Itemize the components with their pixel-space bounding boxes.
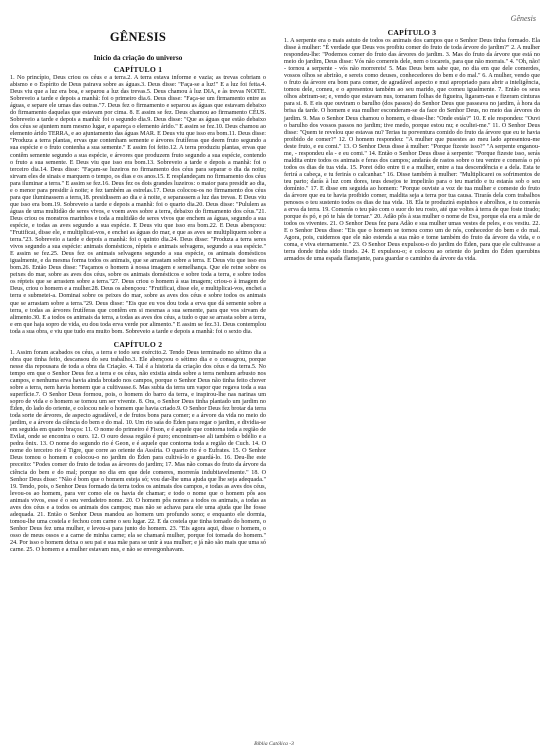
chapter-1-heading: CAPÍTULO 1 [113,65,163,74]
chapter-3-heading: CAPÍTULO 3 [387,28,437,37]
book-title: GÊNESIS [109,30,167,44]
left-column [10,28,266,554]
chapter-3-text: 1. A serpente era o mais astuto de todos os animais dos campos que o Senhor Deus tinha formado. Ela disse à mulher: "É verdade que Deus vos proibiu comer do fruto de toda árvore do jardim?" 2. A mulher respondeu-lhe: "Podemos comer do fruto das árvores do jardim. 3. Mas do fruto da árvore que está no meio do jardim, Deus disse: Vós não comereis dele, nem o tocareis, para que não morrais." 4. "Oh, não! - tornou a serpente - vós não morrereis! 5. Mas Deus bem sabe que, no dia em que dele comerdes, vossos olhos se abrirão, e sereis como deuses, conhecedores do bem e do mal." 6. A mulher, vendo que o fruto da árvore era bom para comer, de agradável aspecto e mui apropriado para abrir a inteligência, tomou dele, comeu, e o apresentou também ao seu marido, que comeu igualmente. 7. Então os seus olhos abriram-se; e, vendo que estavam nus, tomaram folhas de figueira, ligaram-nas e fizeram cinturas para si. 8. E eis que ouviram o barulho (dos passos) do Senhor Deus que passeava no jardim, à hora da brisa da tarde. O homem e sua mulher esconderam-se da face do Senhor Deus, no meio das árvores do jardim. 9. Mas o Senhor Deus chamou o homem, e disse-lhe: "Onde estás?" 10. E ele respondeu: "Ouvi o barulho dos vossos passos no jardim; tive medo, porque estou nu; e ocultei-me." 11. O Senhor Deus disse: "Quem te revelou que estavas nu? Terias tu porventura comido do fruto da árvore que eu te havia proibido de comer?" 12. O homem respondeu: "A mulher que pusestes ao meu lado apresentou-me deste fruto, e eu comi." 13. O Senhor Deus disse à mulher: "Porque fizeste isso?" "A serpente enganou-me, - respondeu ela - e eu comi." 14. Então o Senhor Deus disse à serpente: "Porque fizeste isso, serás maldita entre todos os animais e feras dos campos; andarás de rastos sobre o teu ventre e comerás o pó todos os dias de tua vida. 15. Porei ódio entre ti e a mulher, entre a tua descendência e a dela. Esta te ferirá a cabeça, e tu ferirás o calcanhar." 16. Disse também à mulher: "Multiplicarei os sofrimentos de teu parto; darás à luz com dores, teus desejos te impelirão para o teu marido e tu estarás sob o seu domínio." 17. E disse em seguida ao homem: "Porque ouviste a voz de tua mulher e comeste do fruto da árvore que eu te havia proibido comer, maldita seja a terra por tua causa. Tirarás dela com trabalhos penosos o teu sustento todos os dias de tua vida. 18. Ela te produzirá espinhos e abrolhos, e tu comerás a erva da terra. 19. Comerás o teu pão com o suor do teu rosto, até que voltes à terra de que foste tirado; porque és pó, e pó te hás de tornar." 20. Adão pôs à sua mulher o nome de Eva, porque ela era a mãe de todos os viventes. 21. O Senhor Deus fez para Adão e sua mulher umas vestes de peles, e os vestiu. 22. E o Senhor Deus disse: "Eis que o homem se tornou como um de nós, conhecedor do bem e do mal. Agora, pois, cuidemos que ele não estenda a sua mão e tome também do fruto da árvore da vida, e o coma, e viva eternamente." 23. O Senhor Deus expulsou-o do jardim do Éden, para que ele cultivasse a terra donde tinha sido tirado. 24. E expulsou-o; e colocou ao oriente do jardim do Éden querubins armados de uma espada flamejante, para guardar o caminho da árvore da vida. [284,38,540,263]
chapter-2-text: 1. Assim foram acabados os céus, a terra e todo seu exército.2. Tendo Deus terminado no sétimo dia a obra que tinha feito, descansou do seu trabalho.3. Ele abençoou o sétimo dia e o consagrou, porque nesse dia repousara de toda a obra da Criação. 4. Tal é a historia da criação dos céus e da terra.5. No tempo em que o Senhor Deus fez a terra e os céus, não existia ainda sobre a terra nenhum arbusto nos campos, e nenhuma erva havia ainda brotado nos campos, porque o Senhor Deus não tinha feito chover sobre a terra, nem havia homem que a cultivasse.6. Mas subia da terra um vapor que regava toda a sua superfície.7. O Senhor Deus formou, pois, o homem do barro da terra, e inspirou-lhe nas narinas um sopro de vida e o homem se tornou um ser vivente. 8. Ora, o Senhor Deus tinha plantado um jardim no Éden, do lado do oriente, e colocou nele o homem que havia criado.9. O Senhor Deus fez brotar da terra toda sorte de árvores, de aspecto agradável, e de frutos bons para comer; e a árvore da vida no meio do jardim, e a árvore da ciência do bem e do mal. 10. Um rio saía do Éden para regar o jardim, e dividia-se em seguida em quatro braços: 11. O nome do primeiro é Fison, e é aquele que contorna toda a região de Evilat, onde se encontra o ouro. 12. O ouro dessa região é puro; encontram-se ali também o bdélio e a pedra ônix. 13. O nome do segundo rio é Geon, e é aquele que contorna toda a região de Cuch. 14. O nome do terceiro rio é Tigre, que corre ao oriente da Assíria. O quarto rio é o Eufrates. 15. O Senhor Deus tomou o homem e colocou-o no jardim do Éden para cultivá-lo e guardá-lo. 16. Deu-lhe este preceito: "Podes comer do fruto de todas as árvores do jardim; 17. Mas não comas do fruto da árvore da ciência do bem e do mal; porque no dia em que dele comeres, morrerás indubitavelmente." 18. O Senhor Deus disse: "Não é bom que o homem esteja só; vou dar-lhe uma ajuda que lhe seja adequada." 19. Tendo, pois, o Senhor Deus formado da terra todos os animais dos campos, e todas as aves dos céus, levou-os ao homem, para ver como ele os havia de chamar; e todo o nome que o homem pôs aos animais vivos, esse é o seu verdadeiro nome. 20. O homem pôs nomes a todos os animais, a todas as aves dos céus e a todos os animais dos campos; mas não se achava para ele uma ajuda que lhe fosse adequada. 21. Então o Senhor Deus mandou ao homem um profundo sono; e enquanto ele dormia, tomou-lhe uma costela e fechou com carne o seu lugar. 22. E da costela que tinha tomado do homem, o Senhor Deus fez uma mulher, e levou-a para junto do homem. 23. "Eis agora aqui, disse o homem, o osso de meus ossos e a carne de minha carne; ela se chamará mulher, porque foi tomada do homem." 24. Por isso o homem deixa o seu pai e sua mãe para se unir à sua mulher; e já não são mais que uma só carne. 25. O homem e a mulher estavam nus, e não se envergonhavam. [10,349,266,554]
chapter-1-text: 1. No princípio, Deus criou os céus e a terra.2. A terra estava informe e vazia; as trevas cobriam o abismo e o Espírito de Deus pairava sobre as águas.3. Deus disse: "Faça-se a luz!" E a luz foi feita.4. Deus viu que a luz era boa, e separou a luz das trevas.5. Deus chamou à luz DIA, e às trevas NOITE. Sobreveio a tarde e depois a manhã: foi o primeiro dia.6. Deus disse: "Faça-se um firmamento entre as águas, e separe ele umas das outras."7. Deus fez o firmamento e separou as águas que estavam debaixo do firmamento daquelas que estavam por cima. 8. E assim se fez. Deus chamou ao firmamento CÉUS. Sobreveio a tarde e depois a manhã: foi o segundo dia.9. Deus disse: "Que as águas que estão debaixo dos céus se ajuntem num mesmo lugar, e apareça o elemento árido." E assim se fez.10. Deus chamou ao elemento árido TERRA, e ao ajuntamento das águas MAR. E Deus viu que isso era bom.11. Deus disse: "Produza a terra plantas, ervas que contenham semente e árvores frutíferas que deem fruto segundo a sua espécie e o fruto contenha a sua semente." E assim foi feito.12. A terra produziu plantas, ervas que contêm semente segundo a sua espécie, e árvores que produzem fruto segundo a sua espécie, contendo o fruto a sua semente. E Deus viu que isso era bom.13. Sobreveio a tarde e depois a manhã: foi o terceiro dia.14. Deus disse: "Façam-se luzeiros no firmamento dos céus para separar o dia da noite; sirvam eles de sinais e marquem o tempo, os dias e os anos.15. E resplandeçam no firmamento dos céus para iluminar a terra." E assim se fez.16. Deus fez os dois grandes luzeiros: o maior para presidir ao dia, e o menor para presidir à noite; e fez também as estrelas.17. Deus colocou-os no firmamento dos céus para que iluminassem a terra,18. presidissem ao dia e à noite, e separassem a luz das trevas. E Deus viu que isso era bom.19. Sobreveio a tarde e depois a manhã: foi o quarto dia.20. Deus disse: "Pululem as águas de uma multidão de seres vivos, e voem aves sobre a terra, debaixo do firmamento dos céus."21. Deus criou os monstros marinhos e toda a multidão de seres vivos que enchem as águas, segundo a sua espécie, e todas as aves segundo a sua espécie. E Deus viu que isso era bom.22. E Deus abençoou: "Frutificai, disse ele, e multiplicai-vos, e enchei as águas do mar, e que as aves se multipliquem sobre a terra."23. Sobreveio a tarde e depois a manhã: foi o quinto dia.24. Deus disse: "Produza a terra seres vivos segundo a sua espécie: animais domésticos, répteis e animais selvagens, segundo a sua espécie." E assim se fez.25. Deus fez os animais selvagens segundo a sua espécie, os animais domésticos igualmente, e da mesma forma todos os animais, que se arrastam sobre a terra. E Deus viu que isso era bom.26. Então Deus disse: "Façamos o homem à nossa imagem e semelhança. Que ele reine sobre os peixes do mar, sobre as aves dos céus, sobre os animais domésticos e sobre toda a terra, e sobre todos os répteis que se arrastem sobre a terra."27. Deus criou o homem à sua imagem; criou-o à imagem de Deus, criou o homem e a mulher.28. Deus os abençoou: "Frutificai, disse ele, e multiplicai-vos, enchei a terra e submetei-a. Dominai sobre os peixes do mar, sobre as aves dos céus e sobre todos os animais que se arrastam sobre a terra."29. Deus disse: "Eis que eu vos dou toda a erva que dá semente sobre a terra, e todas as árvores frutíferas que contêm em si mesmas a sua semente, para que vos sirvam de alimento.30. E a todos os animais da terra, a todas as aves dos céus, a tudo o que se arrasta sobre a terra, e em que haja sopro de vida, eu dou toda erva verde por alimento." E assim se fez.31. Deus contemplou toda a sua obra, e viu que tudo era muito bom. Sobreveio a tarde e depois a manhã: foi o sexto dia. [10,75,266,335]
right-column [284,28,540,264]
chapter-2-heading: CAPÍTULO 2 [113,339,163,349]
running-head: Gênesis [510,14,536,23]
page-footer: Bíblia Católica -3 [254,741,294,747]
section-title: Inicio da criação do universo [93,54,183,62]
